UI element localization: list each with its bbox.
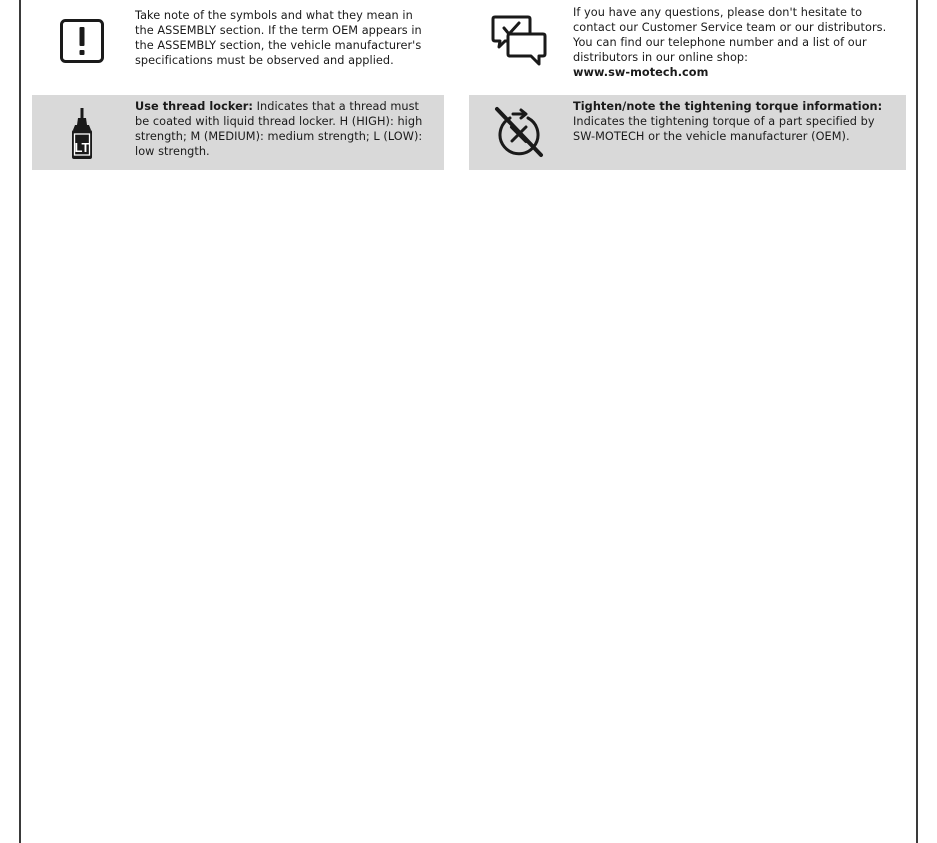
torque-gauge-icon [491, 104, 547, 160]
contact-text [573, 5, 898, 80]
bottle-label: LT [74, 139, 90, 155]
torque-cell [469, 95, 906, 170]
oem-note-body: Take note of the symbols and what they mean in the ASSEMBLY section. If the term OEM appears in the ASSEMBLY section, the vehicle manufacturer's specifications must be observed and applied. [135, 9, 422, 67]
thread-locker-text [135, 99, 425, 159]
torque-text [573, 99, 893, 144]
thread-locker-body: Indicates that a thread must be coated with liquid thread locker. H (HIGH): high strength; M (MEDIUM): medium strength; L (LOW): low strength. [135, 100, 423, 158]
thread-locker-title: Use thread locker: [135, 100, 254, 113]
torque-title: Tighten/note the tightening torque information: [573, 100, 883, 113]
torque-body: Indicates the tightening torque of a part specified by SW-MOTECH or the vehicle manufacturer (OEM). [573, 115, 875, 143]
oem-note-cell [32, 0, 444, 84]
thread-locker-cell [32, 95, 444, 170]
exclamation-box-icon [56, 16, 108, 66]
contact-body: If you have any questions, please don't hesitate to contact our Customer Service team or our distributors. You can find our telephone number and a list of our distributors in our online shop: [573, 6, 887, 64]
thread-locker-bottle-icon [68, 106, 96, 161]
oem-note-text [135, 8, 435, 68]
page-border-right [916, 0, 918, 843]
shop-url-link[interactable]: www.sw-motech.com [573, 66, 709, 79]
page-border-left [19, 0, 21, 843]
thread-locker-paragraph [135, 99, 425, 159]
contact-cell [469, 0, 906, 84]
chat-bubbles-check-icon [489, 13, 549, 69]
